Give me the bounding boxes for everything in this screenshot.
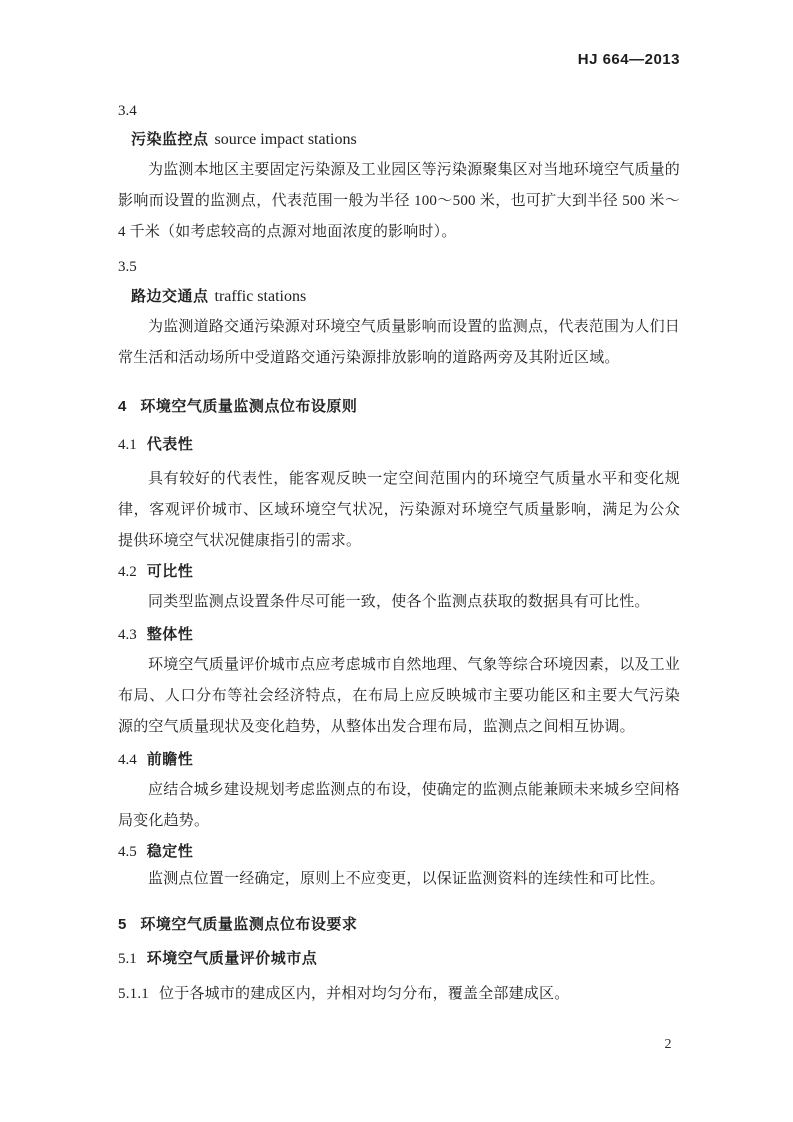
- clause-title: 可比性: [146, 563, 194, 580]
- term-heading-3-5: [118, 287, 680, 307]
- clause-title: 前瞻性: [146, 751, 194, 768]
- term-definition-3-4: 为监测本地区主要固定污染源及工业园区等污染源聚集区对当地环境空气质量的影响而设置的监测点，代表范围一般为半径 100～500 米，也可扩大到半径 500 米～4 千米（如考虑较高的点源对地面浓度的影响时）。: [118, 162, 681, 240]
- clause-4-1-heading: [118, 435, 680, 455]
- clause-title: 环境空气质量评价城市点: [146, 950, 318, 967]
- clause-5-1-1-text: [118, 979, 680, 1010]
- term-zh: 路边交通点: [131, 288, 209, 305]
- clause-text: 位于各城市的建成区内，并相对均匀分布，覆盖全部建成区。: [159, 986, 570, 1002]
- clause-number: 5.1.1: [118, 986, 149, 1002]
- chapter-title: 环境空气质量监测点位布设原则: [140, 398, 358, 415]
- clause-number: 4.1: [118, 437, 137, 453]
- chapter-4-heading: [118, 397, 680, 417]
- running-header: [118, 50, 680, 70]
- clause-4-3-text: 环境空气质量评价城市点应考虑城市自然地理、气象等综合环境因素，以及工业布局、人口分布等社会经济特点，在布局上应反映城市主要功能区和主要大气污染源的空气质量现状及变化趋势，从整体出发合理布局，监测点之间相互协调。: [118, 657, 681, 735]
- page-number: 2: [664, 1037, 672, 1052]
- standard-number: HJ 664—2013: [577, 51, 680, 68]
- clause-number: 4.3: [118, 627, 137, 643]
- chapter-title: 环境空气质量监测点位布设要求: [140, 916, 358, 933]
- clause-4-2-heading: [118, 562, 680, 582]
- clause-title: 稳定性: [146, 843, 194, 860]
- page-content: [118, 0, 680, 1010]
- clause-4-5-text: 监测点位置一经确定，原则上不应变更，以保证监测资料的连续性和可比性。: [148, 871, 665, 887]
- clause-4-1-text: 具有较好的代表性，能客观反映一定空间范围内的环境空气质量水平和变化规律，客观评价城市、区域环境空气状况，污染源对环境空气质量影响，满足为公众提供环境空气状况健康指引的需求。: [118, 471, 680, 549]
- clause-4-4-text: 应结合城乡建设规划考虑监测点的布设，使确定的监测点能兼顾未来城乡空间格局变化趋势。: [118, 782, 681, 829]
- term-en: traffic stations: [214, 288, 307, 305]
- term-en: source impact stations: [214, 131, 357, 148]
- chapter-5-heading: [118, 915, 680, 935]
- clause-title: 整体性: [146, 626, 194, 643]
- term-heading-3-4: [118, 130, 680, 150]
- clause-5-1-heading: [118, 949, 680, 969]
- term-zh: 污染监控点: [131, 131, 209, 148]
- clause-4-5-heading: [118, 842, 680, 862]
- clause-4-4-heading: [118, 750, 680, 770]
- clause-4-2-text: 同类型监测点设置条件尽可能一致，使各个监测点获取的数据具有可比性。: [148, 594, 650, 610]
- clause-number: 4.4: [118, 752, 137, 768]
- clause-4-3-heading: [118, 625, 680, 645]
- chapter-number: 4: [118, 398, 127, 415]
- clause-number: 4.5: [118, 844, 137, 860]
- term-number-3-5: 3.5: [118, 259, 137, 275]
- term-definition-3-5: 为监测道路交通污染源对环境空气质量影响而设置的监测点，代表范围为人们日常生活和活动场所中受道路交通污染源排放影响的道路两旁及其附近区域。: [118, 319, 681, 366]
- clause-number: 5.1: [118, 951, 137, 967]
- term-number-3-4: 3.4: [118, 103, 137, 119]
- clause-title: 代表性: [146, 436, 194, 453]
- chapter-number: 5: [118, 916, 127, 933]
- clause-number: 4.2: [118, 564, 137, 580]
